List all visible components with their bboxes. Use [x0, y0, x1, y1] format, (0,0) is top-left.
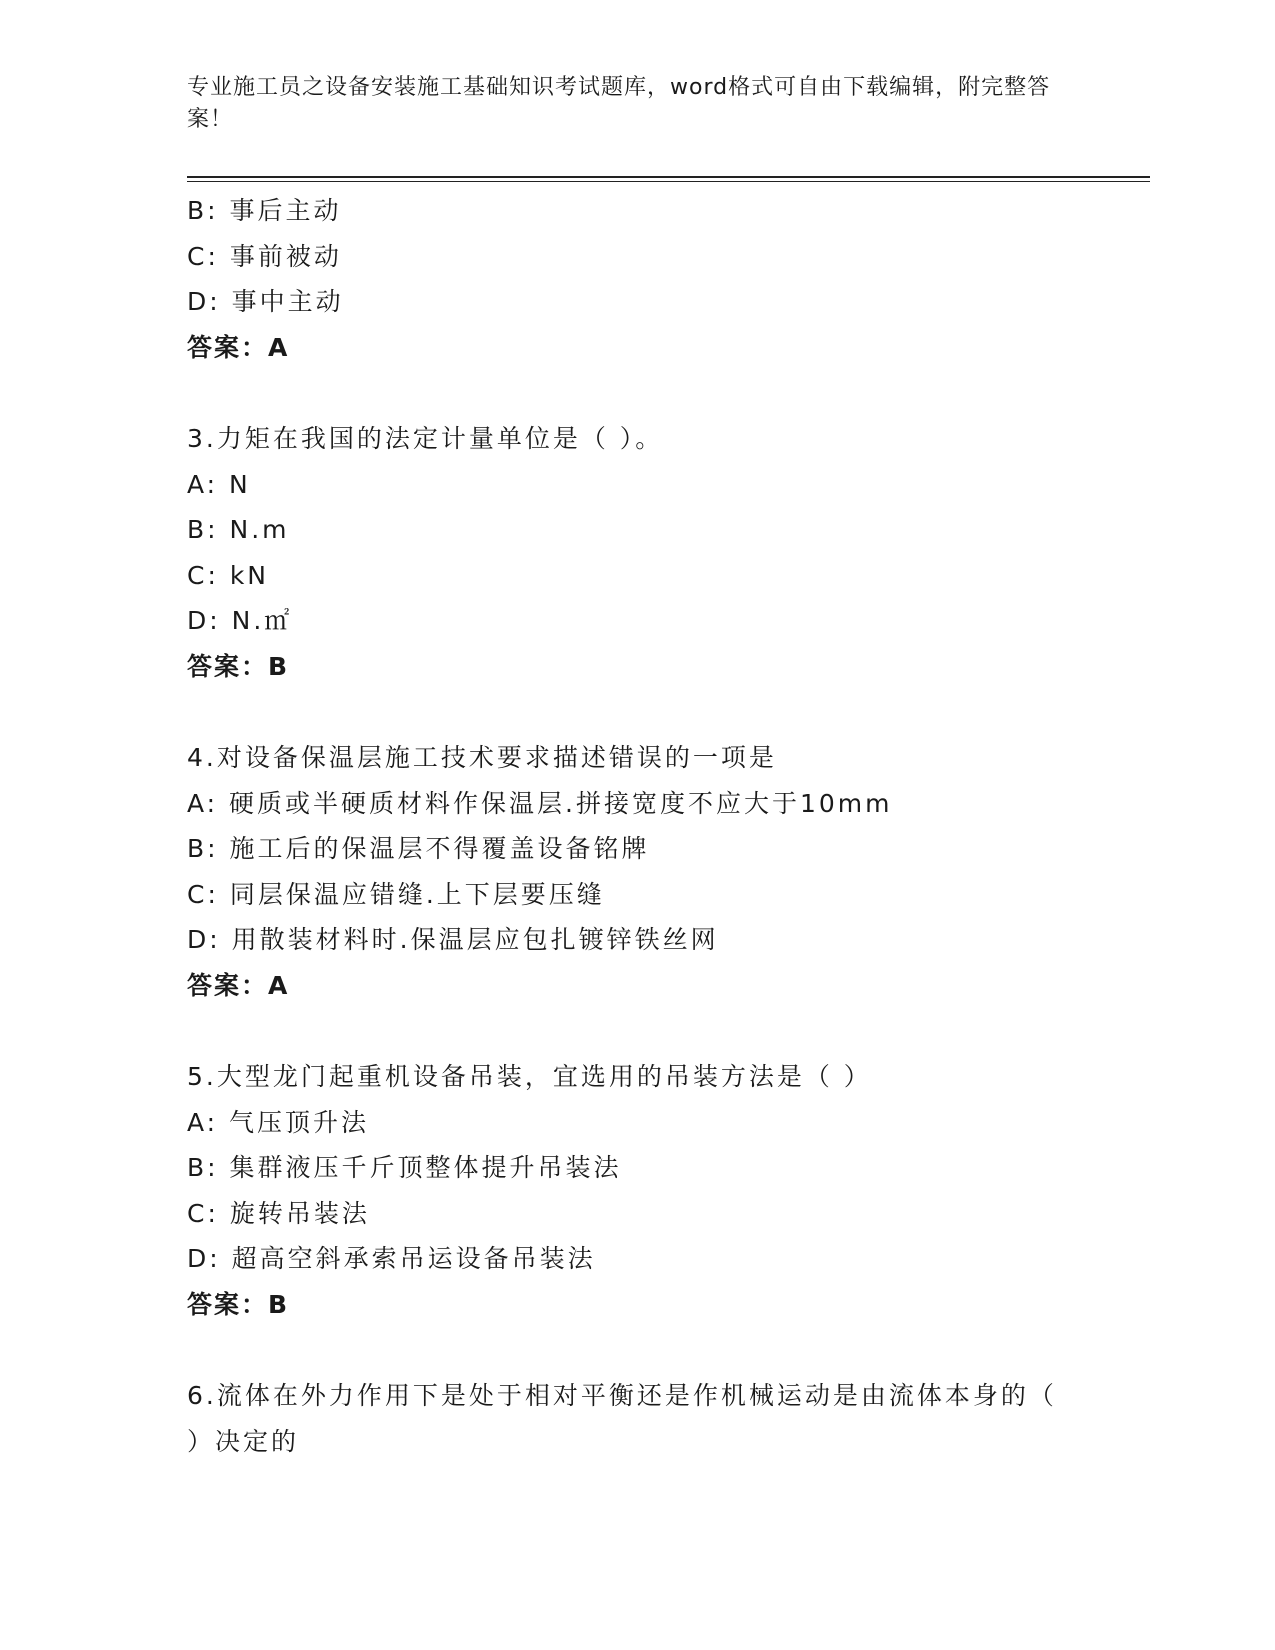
- option-c: C: kN: [187, 560, 270, 590]
- question-stem: 3.力矩在我国的法定计量单位是（ ）。: [187, 424, 664, 453]
- question-list: [187, 188, 1147, 1464]
- option-b: B: 施工后的保温层不得覆盖设备铭牌: [187, 834, 650, 863]
- option-d: D: 事中主动: [187, 287, 344, 316]
- question-stem: 4.对设备保温层施工技术要求描述错误的一项是: [187, 743, 777, 772]
- option-d: D: 用散装材料时.保温层应包扎镀锌铁丝网: [187, 925, 719, 954]
- header-divider: [187, 176, 1150, 178]
- question-stem: 6.流体在外力作用下是处于相对平衡还是作机械运动是由流体本身的（ ）决定的: [187, 1381, 1057, 1456]
- option-d: D: 超高空斜承索吊运设备吊装法: [187, 1244, 596, 1273]
- answer: 答案：A: [187, 970, 290, 1000]
- answer: 答案：B: [187, 1289, 290, 1319]
- answer: 答案：A: [187, 332, 290, 362]
- option-b: B: 事后主动: [187, 196, 342, 225]
- option-c: C: 同层保温应错缝.上下层要压缝: [187, 879, 605, 909]
- option-b: B: N.m: [187, 515, 290, 544]
- header-divider-thin: [187, 181, 1150, 182]
- option-a: A: N: [187, 469, 251, 499]
- option-c: C: 旋转吊装法: [187, 1198, 370, 1228]
- option-d: D: N.㎡: [187, 606, 293, 635]
- option-b: B: 集群液压千斤顶整体提升吊装法: [187, 1153, 622, 1182]
- option-a: A: 硬质或半硬质材料作保温层.拼接宽度不应大于10mm: [187, 788, 893, 818]
- option-c: C: 事前被动: [187, 241, 342, 271]
- question-stem: 5.大型龙门起重机设备吊装，宜选用的吊装方法是（ ）: [187, 1062, 872, 1091]
- option-a: A: 气压顶升法: [187, 1107, 370, 1137]
- answer: 答案：B: [187, 651, 290, 681]
- document-header: 专业施工员之设备安装施工基础知识考试题库，word格式可自由下载编辑，附完整答案！: [187, 75, 1051, 132]
